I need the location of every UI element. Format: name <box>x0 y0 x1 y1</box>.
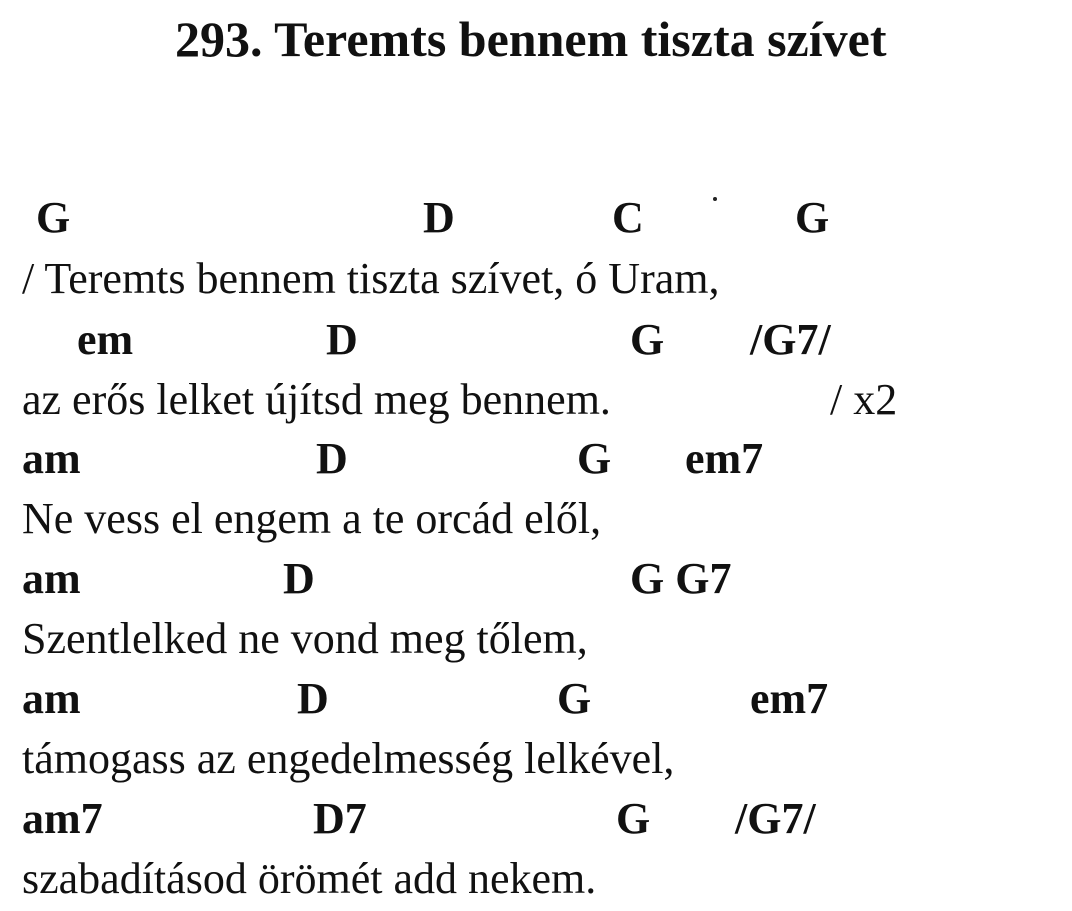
chord: G <box>795 193 830 242</box>
chord: /G7/ <box>735 794 816 843</box>
chord: am <box>22 554 81 603</box>
chord: G G7 <box>630 554 732 603</box>
chord: D <box>326 315 358 364</box>
repeat-marker: / x2 <box>830 375 898 424</box>
chord: D <box>423 193 455 242</box>
lyric-line: / Teremts bennem tiszta szívet, ó Uram, <box>22 254 720 303</box>
chord: am <box>22 434 81 483</box>
chord: /G7/ <box>750 315 831 364</box>
song-title: 293. Teremts bennem tiszta szívet <box>175 11 887 67</box>
lyric-line: szabadításod örömét add nekem. <box>22 854 597 903</box>
chord: G <box>630 315 665 364</box>
chord: C <box>612 193 644 242</box>
chord: em7 <box>685 434 764 483</box>
chord: am7 <box>22 794 103 843</box>
chord: am <box>22 674 81 723</box>
lyric-line: támogass az engedelmesség lelkével, <box>22 734 675 783</box>
chord: D7 <box>313 794 367 843</box>
print-speck <box>713 197 717 201</box>
lyric-line: Ne vess el engem a te orcád elől, <box>22 494 602 543</box>
chord: em7 <box>750 674 829 723</box>
chord: G <box>557 674 592 723</box>
chord: G <box>577 434 612 483</box>
chord: G <box>616 794 651 843</box>
chord: em <box>77 315 134 364</box>
lyric-line: Szentlelked ne vond meg tőlem, <box>22 614 588 663</box>
chord: D <box>316 434 348 483</box>
chord: G <box>36 193 71 242</box>
chord: D <box>297 674 329 723</box>
lyric-line: az erős lelket újítsd meg bennem. <box>22 375 611 424</box>
chord: D <box>283 554 315 603</box>
